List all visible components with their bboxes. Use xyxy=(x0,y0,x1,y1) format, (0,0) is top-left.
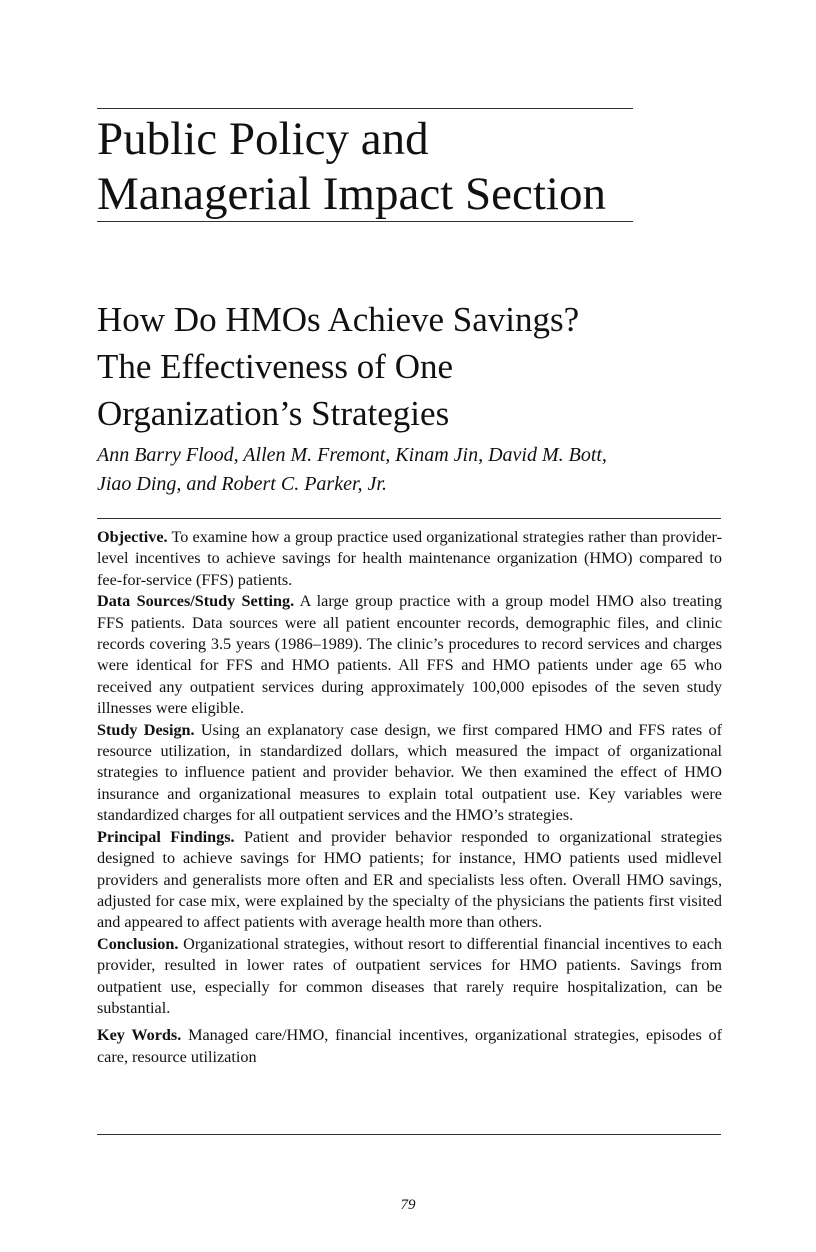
study-design-text: Using an explanatory case design, we first compared HMO and FFS rates of resource utilization, in standardized dollars, which measured the impact of organizational strategies to influence patient and provider behavior. We then examined the effect of HMO insurance and organizational measures to explain total outpatient use. Key variables were standardized charges for all outpatient services and the HMO’s strategies. xyxy=(97,720,722,825)
section-title-line-2: Managerial Impact Section xyxy=(97,168,606,220)
page-number: 79 xyxy=(400,1197,416,1213)
principal-findings-label: Principal Findings. xyxy=(97,827,235,846)
abstract-study-design xyxy=(97,720,722,827)
key-words-text: Managed care/HMO, financial incentives, organizational strategies, episodes of care, resource utilization xyxy=(97,1026,723,1066)
data-sources-label: Data Sources/Study Setting. xyxy=(97,592,295,611)
article-title-line-1: How Do HMOs Achieve Savings? xyxy=(97,300,580,339)
abstract-key-words xyxy=(97,1025,722,1068)
authors-line-2: Jiao Ding, and Robert C. Parker, Jr. xyxy=(97,473,387,495)
abstract-principal-findings xyxy=(97,827,722,934)
data-sources-text: A large group practice with a group model HMO also treating FFS patients. Data sources were all patient encounter records, demographic files, and clinic records covering 3.5 years (1986–1989). The clinic’s procedures to record services and charges were identical for FFS and HMO patients. All FFS and HMO patients under age 65 who received any outpatient services during approximately 100,000 episodes of the seven study illnesses were eligible. xyxy=(97,592,722,718)
key-words-label: Key Words. xyxy=(97,1026,182,1045)
author-list xyxy=(97,441,717,499)
objective-label: Objective. xyxy=(97,528,168,546)
article-title-line-3: Organization’s Strategies xyxy=(97,394,450,433)
abstract-data-sources xyxy=(97,591,722,719)
conclusion-text: Organizational strategies, without resort to differential financial incentives to each provider, resulted in lower rates of outpatient services for HMO patients. Savings from outpatient use, especially for common diseases that rarely require hospitalization, can be substantial. xyxy=(97,934,722,1017)
abstract-conclusion xyxy=(97,934,722,1020)
section-title xyxy=(97,112,657,222)
section-bottom-rule xyxy=(97,221,633,222)
study-design-label: Study Design. xyxy=(97,720,195,739)
section-top-rule xyxy=(97,108,633,109)
section-title-line-1: Public Policy and xyxy=(97,113,429,165)
abstract-objective xyxy=(97,527,722,591)
article-title xyxy=(97,296,697,437)
abstract-top-rule xyxy=(97,518,721,519)
objective-text: To examine how a group practice used organizational strategies rather than provider-level incentives to achieve savings for health maintenance organization (HMO) compared to fee-for-service (FFS) patients. xyxy=(97,528,722,589)
conclusion-label: Conclusion. xyxy=(97,934,179,953)
abstract xyxy=(97,527,722,1068)
article-title-line-2: The Effectiveness of One xyxy=(97,347,454,386)
principal-findings-text: Patient and provider behavior responded to organizational strategies designed to achieve savings for HMO patients; for instance, HMO patients used midlevel providers and generalists more often and ER and specialists less often. Overall HMO savings, adjusted for case mix, were explained by the specialty of the physicians the patients first visited and appeared to affect patients with average health more than others. xyxy=(97,827,723,932)
abstract-bottom-rule xyxy=(97,1134,721,1135)
authors-line-1: Ann Barry Flood, Allen M. Fremont, Kinam Jin, David M. Bott, xyxy=(97,444,607,466)
